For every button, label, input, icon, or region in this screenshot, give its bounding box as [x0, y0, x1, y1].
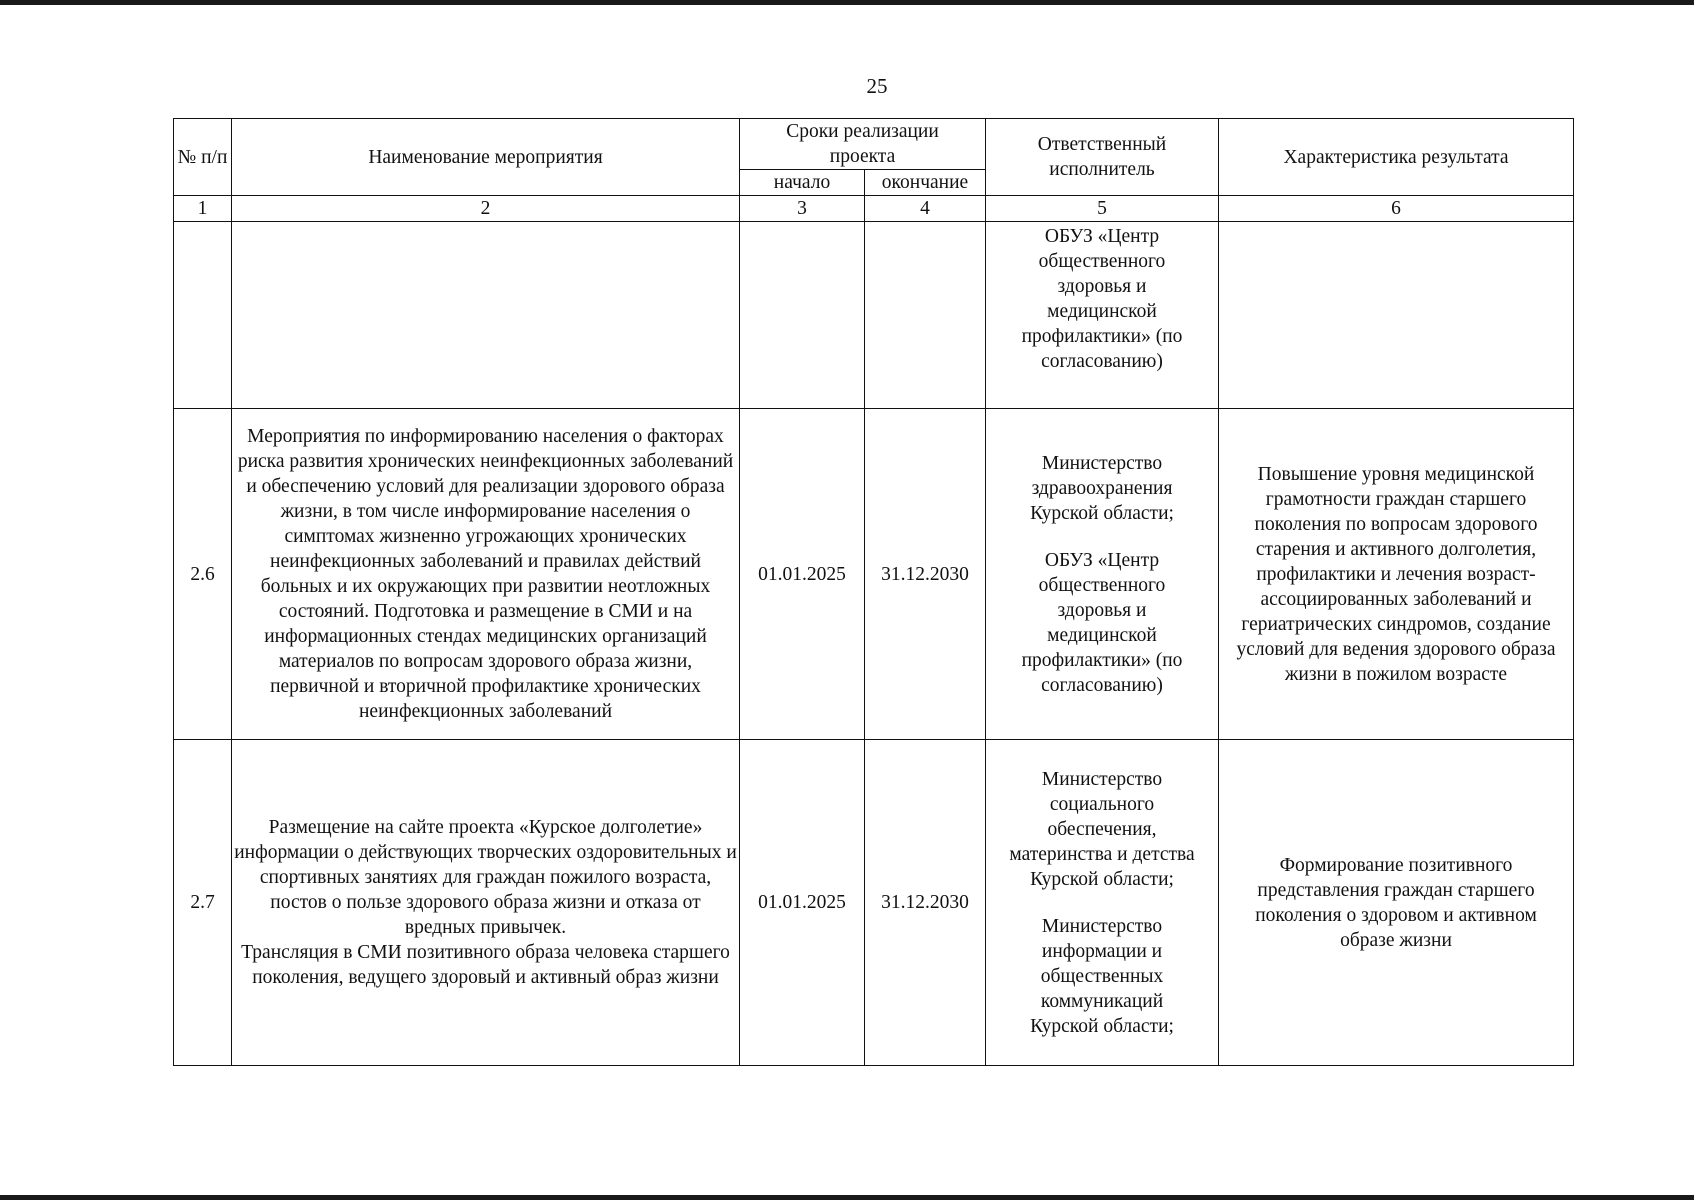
header-start: начало — [740, 170, 865, 196]
row-name: Мероприятия по информированию населения о факторах риска развития хронических неинфекционных заболеваний и обеспечению условий для реализации здорового образа жизни, в том числе информирование населения о симптомах жизненно угрожающих хронических неинфекционных заболеваний и правилах действий больных и их окружающих при развитии неотложных состояний. Подготовка и размещение в СМИ и на информационных стендах медицинских организаций материалов по вопросам здорового образа жизни, первичной и вторичной профилактике хронических неинфекционных заболеваний — [232, 409, 740, 740]
row-start: 01.01.2025 — [740, 740, 865, 1066]
executor-entry: ОБУЗ «Центр общественного здоровья и медицинской профилактики» (по согласованию) — [1021, 549, 1183, 696]
row-name-part-1: Размещение на сайте проекта «Курское долголетие» информации о действующих творческих оздоровительных и спортивных занятиях для граждан пожилого возраста, постов о пользе здорового образа жизни и отказа от вредных привычек. — [234, 817, 737, 938]
row-name — [232, 740, 740, 1066]
row-executor — [986, 222, 1219, 409]
executor-entry: Министерство информации и общественных коммуникаций Курской области; — [1030, 915, 1174, 1037]
column-number: 3 — [740, 196, 865, 222]
column-number: 6 — [1219, 196, 1574, 222]
header-num: № п/п — [174, 119, 232, 196]
row-result: Повышение уровня медицинской грамотности граждан старшего поколения по вопросам здорового старения и активного долголетия, профилактики и лечения возраст-ассоциированных заболеваний и гериатрических синдромов, создание условий для ведения здорового образа жизни в пожилом возрасте — [1219, 409, 1574, 740]
executor-entry: ОБУЗ «Центр общественного здоровья и медицинской профилактики» (по согласованию) — [1021, 226, 1183, 372]
scan-edge-top — [0, 0, 1694, 5]
table-row — [174, 409, 1574, 740]
scan-edge-bottom — [0, 1195, 1694, 1200]
executor-spacer — [1008, 526, 1196, 548]
table-row — [174, 740, 1574, 1066]
page-number: 25 — [866, 74, 888, 98]
column-number: 5 — [986, 196, 1219, 222]
executor-entry: Министерство социального обеспечения, материнства и детства Курской области; — [1009, 768, 1195, 890]
row-end: 31.12.2030 — [865, 740, 986, 1066]
row-num — [174, 222, 232, 409]
executor-entry: Министерство здравоохранения Курской области; — [1030, 452, 1174, 524]
row-end — [865, 222, 986, 409]
row-start — [740, 222, 865, 409]
column-number-row — [174, 196, 1574, 222]
column-number: 2 — [232, 196, 740, 222]
row-executor — [986, 740, 1219, 1066]
column-number: 4 — [865, 196, 986, 222]
header-executor: Ответственный исполнитель — [986, 119, 1219, 196]
header-result: Характеристика результата — [1219, 119, 1574, 196]
row-executor — [986, 409, 1219, 740]
row-end: 31.12.2030 — [865, 409, 986, 740]
header-terms: Сроки реализации проекта — [740, 119, 986, 170]
row-name-part-2: Трансляция в СМИ позитивного образа человека старшего поколения, ведущего здоровый и активный образ жизни — [241, 942, 730, 988]
activities-table — [173, 118, 1574, 1066]
header-end: окончание — [865, 170, 986, 196]
row-result — [1219, 222, 1574, 409]
row-name — [232, 222, 740, 409]
column-number: 1 — [174, 196, 232, 222]
header-name: Наименование мероприятия — [232, 119, 740, 196]
header-row-1 — [174, 119, 1574, 170]
executor-spacer — [994, 892, 1210, 914]
row-result: Формирование позитивного представления граждан старшего поколения о здоровом и активном образе жизни — [1219, 740, 1574, 1066]
row-num: 2.6 — [174, 409, 232, 740]
row-num: 2.7 — [174, 740, 232, 1066]
row-start: 01.01.2025 — [740, 409, 865, 740]
table-row — [174, 222, 1574, 409]
